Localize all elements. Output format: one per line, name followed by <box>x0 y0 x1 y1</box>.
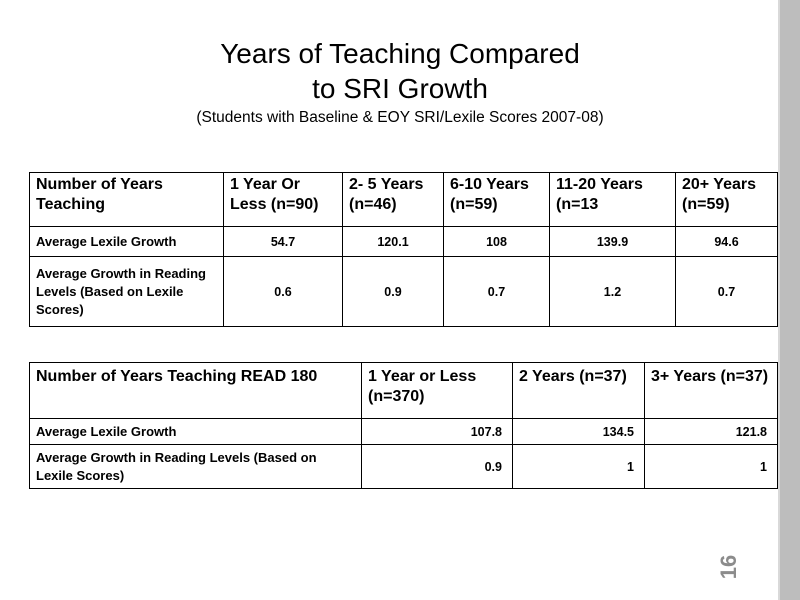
table-cell: 1 <box>513 445 645 489</box>
table-cell: 0.7 <box>676 257 778 327</box>
table-cell: 0.7 <box>444 257 550 327</box>
table-header-row <box>30 173 778 227</box>
table-header-cell: 1 Year Or Less (n=90) <box>224 173 343 227</box>
read180-years-table <box>29 362 778 489</box>
table-header-cell: 3+ Years (n=37) <box>645 363 778 419</box>
table-cell: 0.6 <box>224 257 343 327</box>
table-row <box>30 419 778 445</box>
table-cell: 107.8 <box>362 419 513 445</box>
table-cell: 1.2 <box>550 257 676 327</box>
table-cell: 0.9 <box>362 445 513 489</box>
table-cell: 139.9 <box>550 227 676 257</box>
table-cell: 94.6 <box>676 227 778 257</box>
slide-title-line1: Years of Teaching Compared <box>220 38 580 69</box>
table-cell: 120.1 <box>343 227 444 257</box>
table-header-cell: 20+ Years (n=59) <box>676 173 778 227</box>
table-cell: 121.8 <box>645 419 778 445</box>
row-label: Average Lexile Growth <box>30 227 224 257</box>
years-teaching-table <box>29 172 778 327</box>
table-header-cell: 1 Year or Less (n=370) <box>362 363 513 419</box>
table-row <box>30 445 778 489</box>
table-header-cell: 11-20 Years (n=13 <box>550 173 676 227</box>
table-row <box>30 257 778 327</box>
table-header-row <box>30 363 778 419</box>
table-header-cell: Number of Years Teaching <box>30 173 224 227</box>
table-header-cell: Number of Years Teaching READ 180 <box>30 363 362 419</box>
slide-subtitle: (Students with Baseline & EOY SRI/Lexile Scores 2007-08) <box>196 109 604 126</box>
table-cell: 0.9 <box>343 257 444 327</box>
table-cell: 108 <box>444 227 550 257</box>
table-cell: 1 <box>645 445 778 489</box>
row-label: Average Growth in Reading Levels (Based on Lexile Scores) <box>30 445 362 489</box>
row-label: Average Lexile Growth <box>30 419 362 445</box>
table-row <box>30 227 778 257</box>
slide-number: 16 <box>716 554 741 580</box>
slide-title-line2: to SRI Growth <box>312 73 488 104</box>
table-header-cell: 2 Years (n=37) <box>513 363 645 419</box>
table-header-cell: 6-10 Years (n=59) <box>444 173 550 227</box>
table-cell: 134.5 <box>513 419 645 445</box>
row-label: Average Growth in Reading Levels (Based on Lexile Scores) <box>30 257 224 327</box>
table-cell: 54.7 <box>224 227 343 257</box>
table-header-cell: 2- 5 Years (n=46) <box>343 173 444 227</box>
